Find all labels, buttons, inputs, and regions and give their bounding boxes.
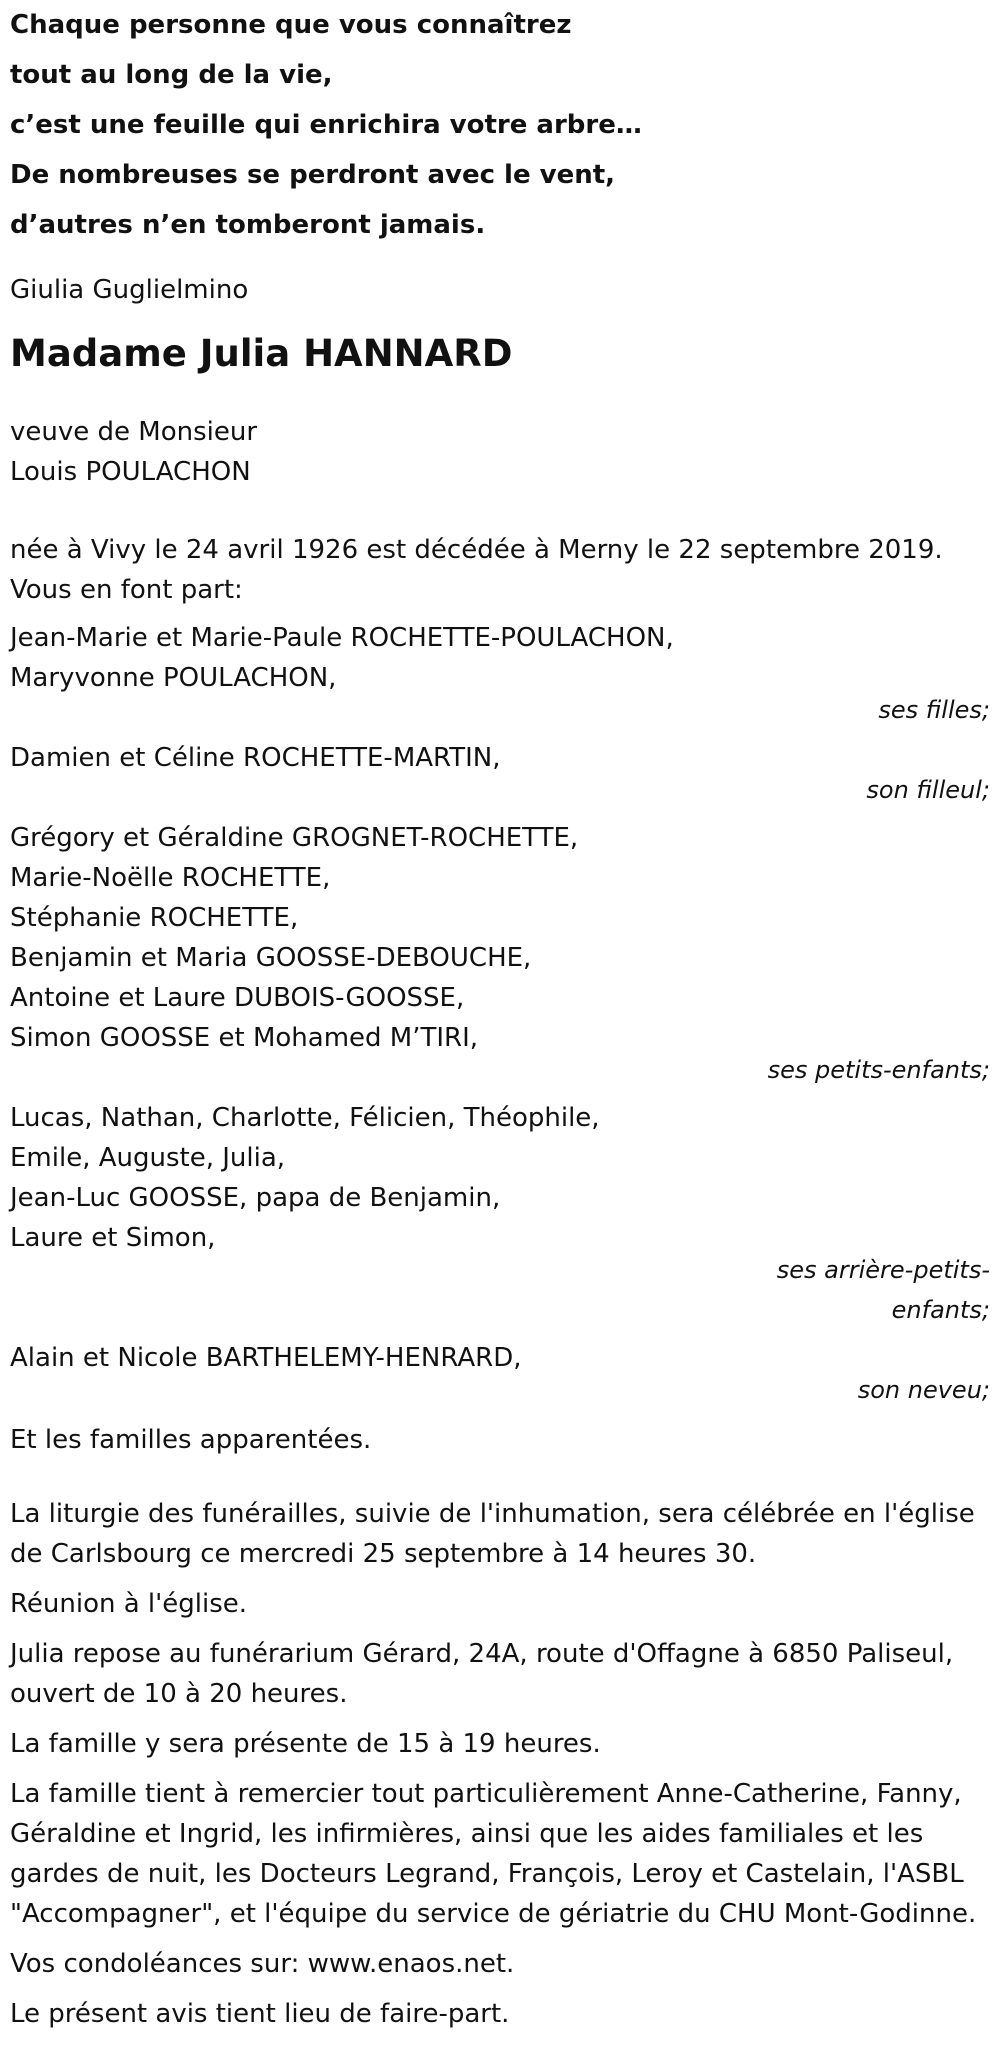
relation-label: ses filles;	[878, 696, 990, 724]
family-member-line: Stéphanie ROCHETTE,	[10, 903, 299, 933]
related-families: Et les familles apparentées.	[10, 1425, 372, 1455]
family-member-line: Antoine et Laure DUBOIS-GOOSSE,	[10, 983, 465, 1013]
family-member-line: Maryvonne POULACHON,	[10, 663, 337, 693]
family-member-line: Grégory et Géraldine GROGNET-ROCHETTE,	[10, 823, 579, 853]
spouse-line: veuve de Monsieur	[10, 417, 258, 447]
family-group-godson	[10, 738, 990, 810]
family-member-line: Laure et Simon,	[10, 1223, 216, 1253]
family-member-line: Simon GOOSSE et Mohamed M’TIRI,	[10, 1023, 479, 1053]
funeral-details	[10, 1494, 990, 2034]
poem-line: c’est une feuille qui enrichira votre arbre…	[10, 110, 642, 140]
family-member-line: Jean-Marie et Marie-Paule ROCHETTE-POULACHON,	[10, 623, 674, 653]
poem-line: De nombreuses se perdront avec le vent,	[10, 160, 616, 190]
family-member-line: Damien et Céline ROCHETTE-MARTIN,	[10, 743, 501, 773]
relation-label: son filleul;	[866, 776, 990, 804]
family-member-line: Lucas, Nathan, Charlotte, Félicien, Théophile,	[10, 1103, 600, 1133]
relation-label: ses arrière-petits-enfants;	[776, 1256, 990, 1324]
poem	[10, 0, 990, 250]
family-member-line: Benjamin et Maria GOOSSE-DEBOUCHE,	[10, 943, 532, 973]
poem-line: Chaque personne que vous connaîtrez	[10, 10, 572, 40]
funeral-paragraph: Julia repose au funérarium Gérard, 24A, route d'Offagne à 6850 Paliseul, ouvert de 10 à 20 heures.	[10, 1639, 954, 1709]
family-member-line: Marie-Noëlle ROCHETTE,	[10, 863, 331, 893]
family-member-line: Jean-Luc GOOSSE, papa de Benjamin,	[10, 1183, 501, 1213]
thanks-paragraph: La famille tient à remercier tout particulièrement Anne-Catherine, Fanny, Géraldine et Ingrid, les infirmières, ainsi que les aides familiales et les gardes de nuit, les Docteurs Legrand, François, Leroy et Castelain, l'ASBL "Accompagner", et l'équipe du service de gériatrie du CHU Mont-Godinne.	[10, 1779, 977, 1929]
poem-line: d’autres n’en tomberont jamais.	[10, 210, 486, 240]
poem-author: Giulia Guglielmino	[10, 275, 249, 305]
closing-line: Le présent avis tient lieu de faire-part.	[10, 1999, 510, 2029]
spouse-line: Louis POULACHON	[10, 457, 251, 487]
poem-line: tout au long de la vie,	[10, 60, 333, 90]
family-group-great-grandchildren	[10, 1098, 990, 1330]
funeral-paragraph: La famille y sera présente de 15 à 19 heures.	[10, 1729, 601, 1759]
spouse-info	[10, 412, 990, 492]
relation-label: son neveu;	[857, 1376, 990, 1404]
family-group-daughters	[10, 618, 990, 730]
funeral-paragraph: Réunion à l'église.	[10, 1589, 248, 1619]
deceased-name: Madame Julia HANNARD	[10, 332, 513, 375]
relation-label: ses petits-enfants;	[767, 1056, 990, 1084]
family-group-grandchildren	[10, 818, 990, 1090]
birth-death-line: née à Vivy le 24 avril 1926 est décédée à Merny le 22 septembre 2019.	[10, 535, 943, 565]
family-member-line: Alain et Nicole BARTHELEMY-HENRARD,	[10, 1343, 522, 1373]
death-notice	[10, 0, 990, 2034]
announcement-intro: Vous en font part:	[10, 575, 243, 605]
family-group-nephew	[10, 1338, 990, 1410]
family-member-line: Emile, Auguste, Julia,	[10, 1143, 286, 1173]
condolences-line: Vos condoléances sur: www.enaos.net.	[10, 1949, 515, 1979]
funeral-paragraph: La liturgie des funérailles, suivie de l'inhumation, sera célébrée en l'église de Carlsbourg ce mercredi 25 septembre à 14 heures 30.	[10, 1499, 975, 1569]
